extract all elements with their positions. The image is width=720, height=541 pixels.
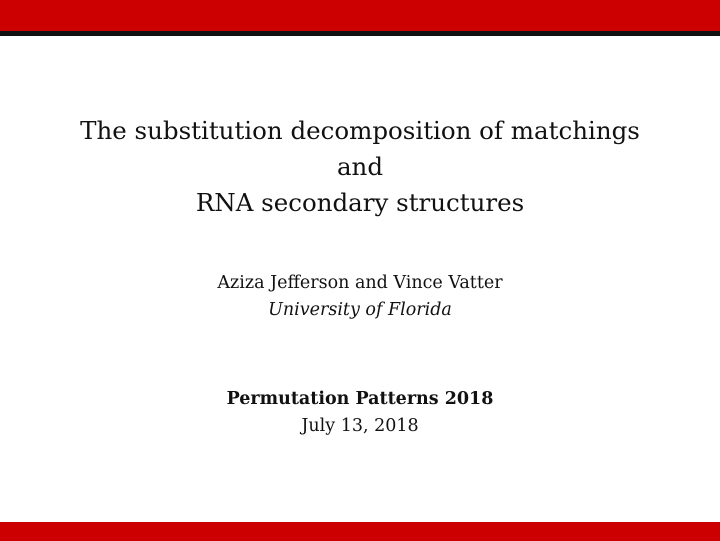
top-red-band [0, 0, 720, 31]
top-black-rule [0, 31, 720, 36]
title-line-2: and [336, 152, 384, 181]
bottom-red-band [0, 522, 720, 541]
affiliation: University of Florida [268, 300, 452, 320]
conference-name: Permutation Patterns 2018 [226, 389, 494, 409]
title-line-3: RNA secondary structures [195, 188, 525, 217]
title-line-1: The substitution decomposition of matchings [80, 116, 640, 145]
presentation-date: July 13, 2018 [301, 416, 419, 436]
authors: Aziza Jefferson and Vince Vatter [217, 273, 503, 293]
